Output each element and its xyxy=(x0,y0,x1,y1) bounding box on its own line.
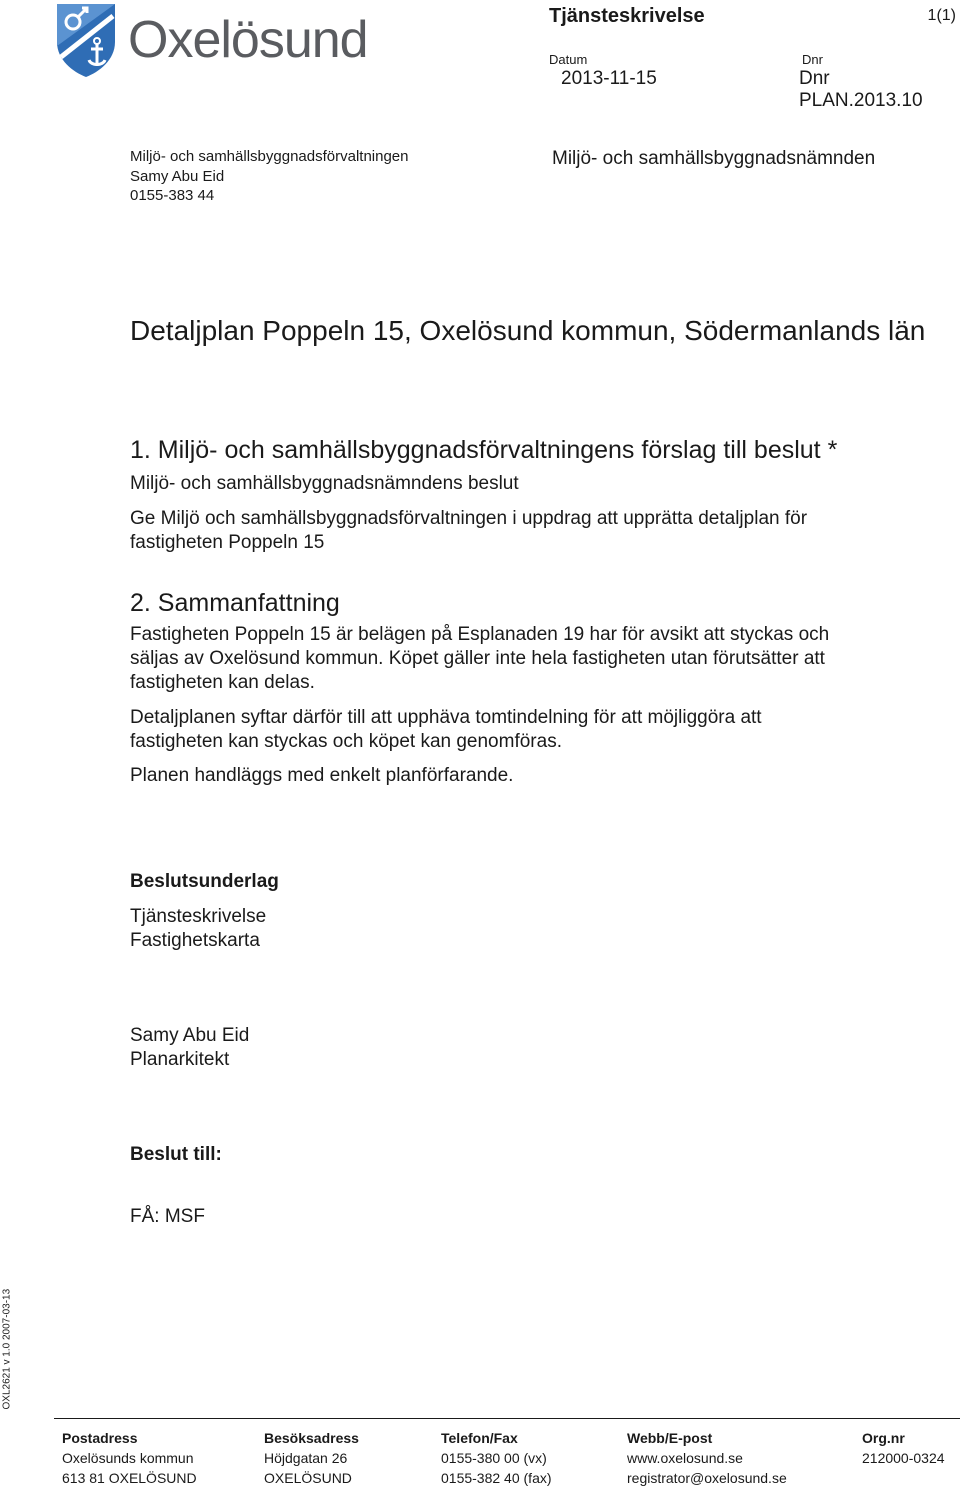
signature-name: Samy Abu Eid xyxy=(130,1025,250,1046)
beslut-till-value: FÅ: MSF xyxy=(130,1206,205,1227)
recipient: Miljö- och samhällsbyggnadsnämnden xyxy=(552,148,876,169)
section1-text: Ge Miljö och samhällsbyggnadsförvaltningen i uppdrag att upprätta detaljplan för fastigheten Poppeln 15 xyxy=(130,508,808,553)
footer-telefon xyxy=(441,1428,552,1488)
document-title: Detaljplan Poppeln 15, Oxelösund kommun, Södermanlands län xyxy=(130,315,926,346)
footer-orgnr xyxy=(862,1428,945,1468)
footer-divider xyxy=(54,1418,960,1419)
footer-value: 0155-382 40 (fax) xyxy=(441,1470,552,1486)
beslutsunderlag-heading: Beslutsunderlag xyxy=(130,871,279,892)
signature-role: Planarkitekt xyxy=(130,1049,230,1070)
section2-para2: Detaljplanen syftar därför till att upphäva tomtindelning för att möjliggöra att fastigheten kan styckas och köpet kan genomföras. xyxy=(130,707,762,752)
footer-value: 613 81 OXELÖSUND xyxy=(62,1470,197,1486)
document-type: Tjänsteskrivelse xyxy=(549,5,705,27)
section2-heading: 2. Sammanfattning xyxy=(130,589,340,617)
footer-value: Höjdgatan 26 xyxy=(264,1450,348,1466)
sender-department: Miljö- och samhällsbyggnadsförvaltningen xyxy=(130,148,409,165)
footer-besoksadress xyxy=(264,1428,359,1488)
footer-postadress xyxy=(62,1428,197,1488)
footer-label: Besöksadress xyxy=(264,1430,359,1446)
beslut-till-heading: Beslut till: xyxy=(130,1144,222,1165)
footer-webb xyxy=(627,1428,787,1488)
footer-value: 0155-380 00 (vx) xyxy=(441,1450,547,1466)
dnr-value-prefix: Dnr xyxy=(799,68,830,89)
dnr-value: PLAN.2013.10 xyxy=(799,90,923,111)
section1-subheading: Miljö- och samhällsbyggnadsnämndens beslut xyxy=(130,473,519,494)
sender-phone: 0155-383 44 xyxy=(130,187,215,204)
coat-of-arms-icon xyxy=(55,2,117,78)
section2-para1: Fastigheten Poppeln 15 är belägen på Esplanaden 19 har för avsikt att styckas och säljas av Oxelösund kommun. Köpet gäller inte hela fastigheten utan förutsätter att fastigheten kan delas. xyxy=(130,624,830,693)
section1-heading: 1. Miljö- och samhällsbyggnadsförvaltningens förslag till beslut * xyxy=(130,436,838,464)
footer-label: Org.nr xyxy=(862,1430,905,1446)
footer-value: Oxelösunds kommun xyxy=(62,1450,194,1466)
beslutsunderlag-item: Fastighetskarta xyxy=(130,930,260,951)
oxelosund-logo xyxy=(55,2,385,78)
footer-label: Webb/E-post xyxy=(627,1430,713,1446)
footer-value: 212000-0324 xyxy=(862,1450,945,1466)
page-number: 1(1) xyxy=(927,7,956,24)
footer-label: Postadress xyxy=(62,1430,138,1446)
footer-value: www.oxelosund.se xyxy=(627,1450,743,1466)
sender-name: Samy Abu Eid xyxy=(130,167,225,185)
dnr-label: Dnr xyxy=(802,52,823,67)
section2-para3: Planen handläggs med enkelt planförfarande. xyxy=(130,765,514,786)
footer-value: registrator@oxelosund.se xyxy=(627,1470,787,1486)
logo-wordmark: Oxelösund xyxy=(128,11,368,69)
beslutsunderlag-item: Tjänsteskrivelse xyxy=(130,906,267,927)
form-code: OXL2621 v 1.0 2007-03-13 xyxy=(1,1288,13,1410)
footer-label: Telefon/Fax xyxy=(441,1430,518,1446)
footer-value: OXELÖSUND xyxy=(264,1470,352,1486)
date-value: 2013-11-15 xyxy=(561,68,657,89)
sender-block xyxy=(130,147,408,206)
date-label: Datum xyxy=(549,52,588,67)
